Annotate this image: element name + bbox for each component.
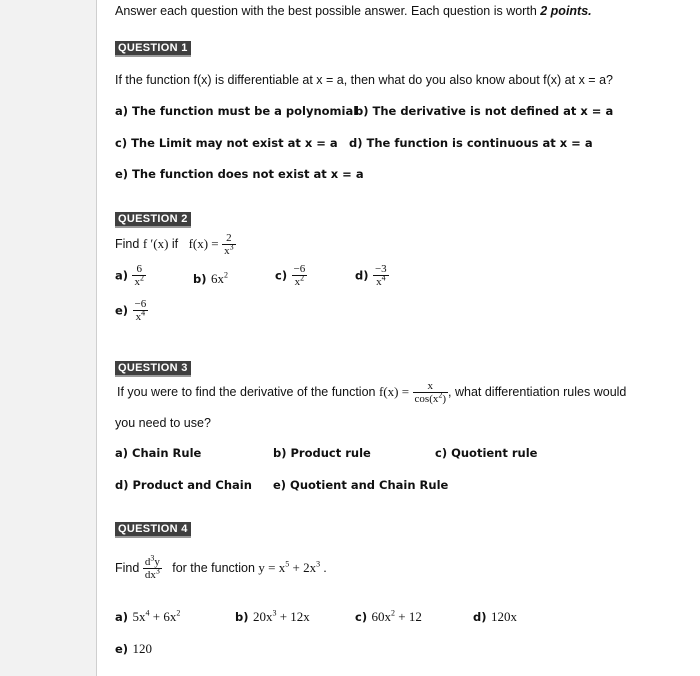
- q1-option-e[interactable]: e) The function does not exist at x = a: [115, 167, 364, 181]
- question-2-label: QUESTION 2: [115, 212, 191, 228]
- q3-option-a[interactable]: a) Chain Rule: [115, 446, 202, 460]
- q4-option-a[interactable]: a) $5x^4 + 6x^2$: [115, 608, 181, 624]
- q4-option-c[interactable]: c) $60x^2 + 12$: [355, 608, 422, 624]
- question-3-text: If you were to find the derivative of the function f(x) = $\frac{x}{\cos(x^2)}$ , what differentiation rules would: [117, 380, 627, 405]
- points-value: 2 points.: [540, 4, 592, 18]
- q4-option-b[interactable]: b) $20x^3 + 12x$: [235, 608, 310, 624]
- q1-option-a[interactable]: a) The function must be a polynomial: [115, 104, 358, 118]
- question-1-text: If the function f(x) is differentiable at x = a, then what do you also know about f(x) at x = a?: [115, 73, 613, 87]
- document-page: [96, 0, 700, 676]
- q2-option-a[interactable]: a) $\frac{6}{x^2}$: [115, 263, 144, 288]
- q1-option-d[interactable]: d) The function is continuous at x = a: [349, 136, 593, 150]
- q4-option-e[interactable]: e) 120: [115, 641, 153, 656]
- q1-option-b[interactable]: b) The derivative is not defined at x = a: [355, 104, 614, 118]
- q3-option-e[interactable]: e) Quotient and Chain Rule: [273, 478, 449, 492]
- q2-option-c[interactable]: c) $\frac{-6}{x^2}$: [275, 263, 306, 288]
- q3-option-c[interactable]: c) Quotient rule: [435, 446, 538, 460]
- question-1-label: QUESTION 1: [115, 41, 191, 57]
- q2-option-b[interactable]: b) $6x^2$: [193, 270, 228, 286]
- question-3-label: QUESTION 3: [115, 361, 191, 377]
- q4-option-d[interactable]: d) 120x: [473, 609, 517, 624]
- q2-option-e[interactable]: e) $\frac{-6}{x^4}$: [115, 298, 147, 323]
- q3-option-b[interactable]: b) Product rule: [273, 446, 371, 460]
- question-4-label: QUESTION 4: [115, 522, 191, 538]
- q1-option-c[interactable]: c) The Limit may not exist at x = a: [115, 136, 338, 150]
- q2-option-d[interactable]: d) $\frac{-3}{x^4}$: [355, 263, 387, 288]
- question-3-text-cont: you need to use?: [115, 416, 211, 430]
- instructions: Answer each question with the best possible answer. Each question is worth 2 points.: [115, 4, 592, 18]
- question-2-text: Find f ′(x) if f(x) = $\frac{2}{x^3}$: [115, 232, 234, 257]
- q3-option-d[interactable]: d) Product and Chain: [115, 478, 252, 492]
- question-4-text: Find $\frac{d^3y}{dx^3}$ for the function $y = x^5 + 2x^3$ .: [115, 553, 327, 581]
